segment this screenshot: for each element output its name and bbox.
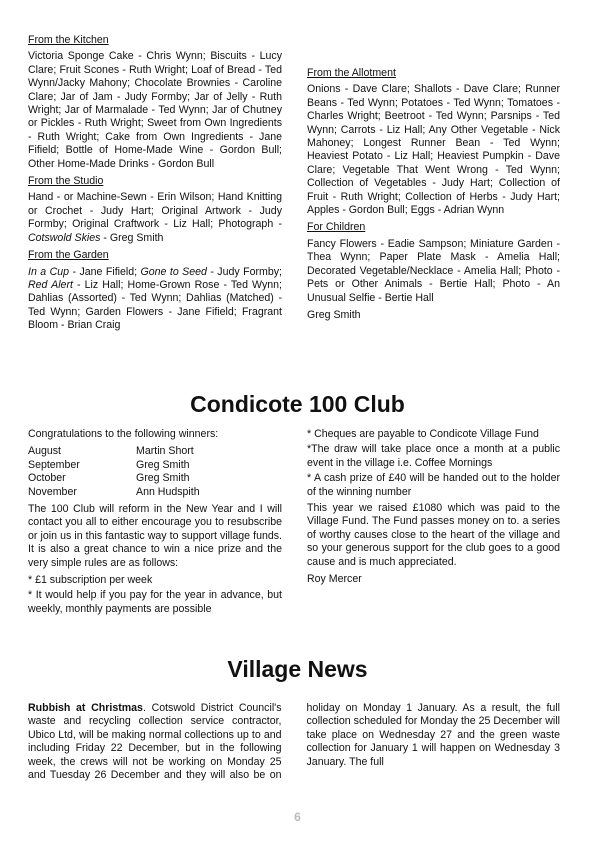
club-rules-right — [307, 428, 560, 499]
news-title: Village News — [227, 656, 368, 682]
garden-results: In a Cup - Jane Fifield; Gone to Seed - Judy Formby; Red Alert - Liz Hall; Home-Grown Rose - Ted Wynn; Dahlias (Assorted) - Ted Wynn; Dahlias (Matched) - Ted Wynn; Garden Flowers - Jane Fifield; Fragrant Bloom - Brian Craig — [28, 265, 282, 332]
children-results: Fancy Flowers - Eadie Sampson; Miniature Garden - Thea Wynn; Paper Plate Mask - Amelia Hall; Decorated Vegetable/Necklace - Amelia Hall; Photo -Pets or Other Animals - Bertie Hall; Photo - An Unusual Selfie - Bertie Hall — [307, 237, 560, 304]
club-rule: *The draw will take place once a month at a public event in the village i.e. Coffee Mornings — [307, 443, 560, 469]
news-body: . Cotswold District Council's waste and recycling collection service contractor, Ubico Ltd, will be making normal collections up to and including Friday 22 December, but in the following week, the crews will not be working on Monday 25 and Tuesday 26 December and they will also be on holiday on Monday 1 January. As a result, the full collection scheduled for Monday the 25 December will take place on Wednesday 27 and the green waste collection for January 1 will happen on Wednesday 3 January. The full — [28, 702, 560, 782]
club-right-column — [307, 428, 560, 586]
club-title: Condicote 100 Club — [190, 391, 405, 417]
winner-row: November Ann Hudspith — [28, 485, 200, 498]
news-article — [28, 702, 560, 790]
allotment-results: Onions - Dave Clare; Shallots - Dave Clare; Runner Beans - Ted Wynn; Potatoes - Ted Wynn; Tomatoes - Charles Wright; Beetroot - Ted Wynn; Parsnips - Ted Wynn; Carrots - Liz Hall; Any Other Vegetable - Nick Mahoney; Longest Runner Bean - Ted Wynn; Heaviest Potato - Liz Hall; Heaviest Pumpkin - Dave Clare; Vegetable That Went Wrong - Ted Wynn; Collection of Vegetables - Judy Hart; Collection of Fruit - Ruth Wright; Collection of Herbs - Judy Hart; Apples - Gordon Bull; Eggs - Adrian Wynn — [307, 83, 560, 217]
club-signature: Roy Mercer — [307, 573, 362, 586]
allotment-heading: From the Allotment — [307, 67, 396, 79]
studio-results: Hand - or Machine-Sewn - Erin Wilson; Hand Knitting or Crochet - Judy Hart; Original Artwork - Judy Formby; Original Craftwork - Liz Hall; Photograph - Cotswold Skies - Greg Smith — [28, 191, 282, 244]
club-raised-text: This year we raised £1080 which was paid to the Village Fund. The Fund passes money on to. a series of worthy causes close to the heart of the village and so your generous support for the club goes to a good cause and is much appreciated. — [307, 502, 560, 568]
club-rule: * It would help if you pay for the year in advance, but weekly, monthly payments are possible — [28, 589, 282, 615]
winners-list — [28, 445, 282, 499]
club-rule: * £1 subscription per week — [28, 574, 153, 587]
children-heading: For Children — [307, 221, 366, 234]
winner-row: August Martin Short — [28, 445, 194, 458]
club-intro: Congratulations to the following winners: — [28, 428, 219, 440]
results-right-column — [307, 34, 560, 322]
club-rule: * A cash prize of £40 will be handed out to the holder of the winning number — [307, 472, 560, 498]
garden-heading: From the Garden — [28, 249, 109, 262]
results-left-column — [28, 34, 282, 337]
club-rule: * Cheques are payable to Condicote Village Fund — [307, 428, 539, 440]
club-left-column — [28, 428, 282, 618]
page-number: 6 — [294, 810, 301, 824]
winner-row: September Greg Smith — [28, 458, 190, 471]
news-lead: Rubbish at Christmas — [28, 702, 143, 714]
club-reform-text: The 100 Club will reform in the New Year and I will contact you all to either encourage you to resubscribe or join us in this fantastic way to support village funds. It is also a great chance to win a nice prize and the very simple rules are as follows: — [28, 503, 282, 569]
winner-row: October Greg Smith — [28, 472, 190, 485]
club-rules-left — [28, 574, 282, 616]
kitchen-results: Victoria Sponge Cake - Chris Wynn; Biscuits - Lucy Clare; Fruit Scones - Ruth Wright; Loaf of Bread - Ted Wynn/Jacky Mahony; Chocolate Brownies - Caroline Clare; Jar of Jam - Judy Formby; Jar of Jelly - Ruth Wright; Jar of Marmalade - Ted Wynn; Jar of Chutney or Pickles - Ruth Wright; Sweet from Own Ingredients - Ruth Wright; Cake from Own Ingredients - Jane Fifield; Bottle of Home-Made Wine - Gordon Bull; Other Home-Made Drinks - Gordon Bull — [28, 50, 282, 170]
kitchen-heading: From the Kitchen — [28, 34, 109, 46]
results-signature: Greg Smith — [307, 308, 361, 321]
studio-heading: From the Studio — [28, 175, 104, 188]
